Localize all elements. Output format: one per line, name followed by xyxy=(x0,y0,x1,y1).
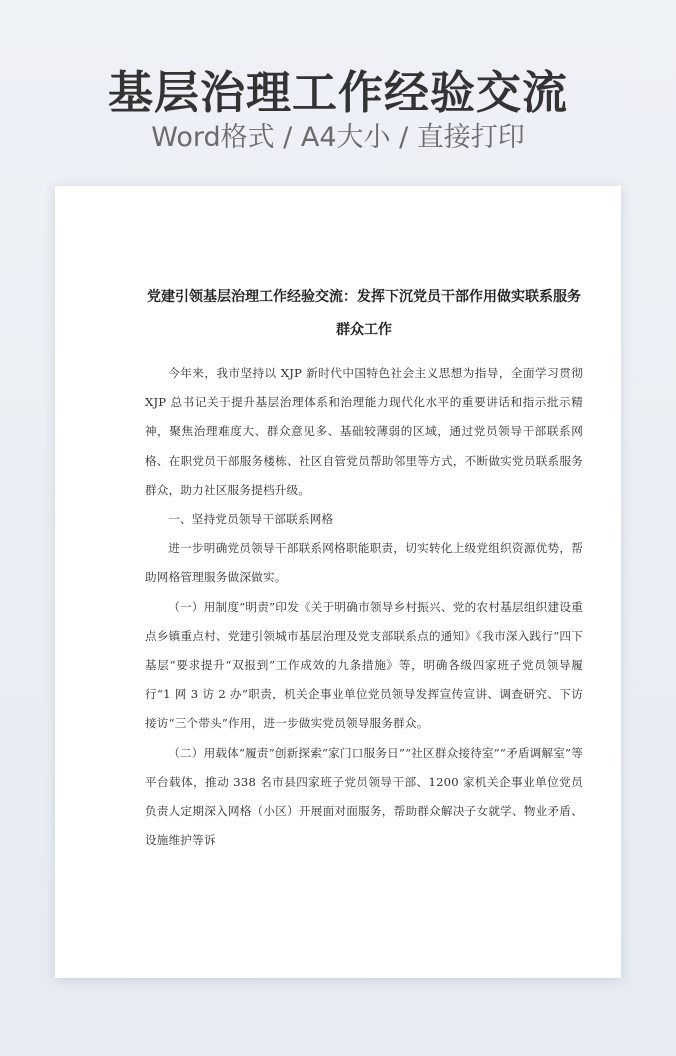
paragraph-item-1: （一）用制度“明责”印发《关于明确市领导乡村振兴、党的农村基层组织建设重点乡镇重点村、党建引领城市基层治理及党支部联系点的通知》《我市深入践行“四下基层”要求提升“双报到”工作成效的九条措施》等，明确各级四家班子党员领导履行“1 网 3 访 2 办”职责，机关企事业单位党员领导发挥宣传宣讲、调查研究、下访接访“三个带头”作用，进一步做实党员领导服务群众。 xyxy=(145,599,583,731)
document-body xyxy=(145,359,583,855)
paragraph-intro: 今年来，我市坚持以 XJP 新时代中国特色社会主义思想为指导，全面学习贯彻 XJP 总书记关于提升基层治理体系和治理能力现代化水平的重要讲话和指示批示精神，聚焦治理难度大、群众意见多、基础较薄弱的区域，通过党员领导干部联系网格、在职党员干部服务楼栋、社区自管党员帮助邻里等方式，不断做实党员联系服务群众，助力社区服务提档升级。 xyxy=(145,366,583,497)
hero-title: 基层治理工作经验交流 xyxy=(107,66,568,119)
paragraph-item-2: （二）用载体“履责”创新探索“家门口服务日”“社区群众接待室”“矛盾调解室”等平台载体，推动 338 名市县四家班子党员领导干部、1200 家机关企事业单位党员负责人定期深入网格（小区）开展面对面服务，帮助群众解决子女就学、物业矛盾、设施维护等诉 xyxy=(145,745,583,848)
document-title: 党建引领基层治理工作经验交流：发挥下沉党员干部作用做实联系服务群众工作 xyxy=(147,289,581,338)
paragraph-section-1-summary: 进一步明确党员领导干部联系网格职能职责，切实转化上级党组织资源优势，帮助网格管理服务做深做实。 xyxy=(145,541,583,585)
hero-subtitle: Word格式 / A4大小 / 直接打印 xyxy=(151,122,525,153)
document-page xyxy=(55,186,621,978)
section-heading-1: 一、坚持党员领导干部联系网格 xyxy=(168,512,334,527)
